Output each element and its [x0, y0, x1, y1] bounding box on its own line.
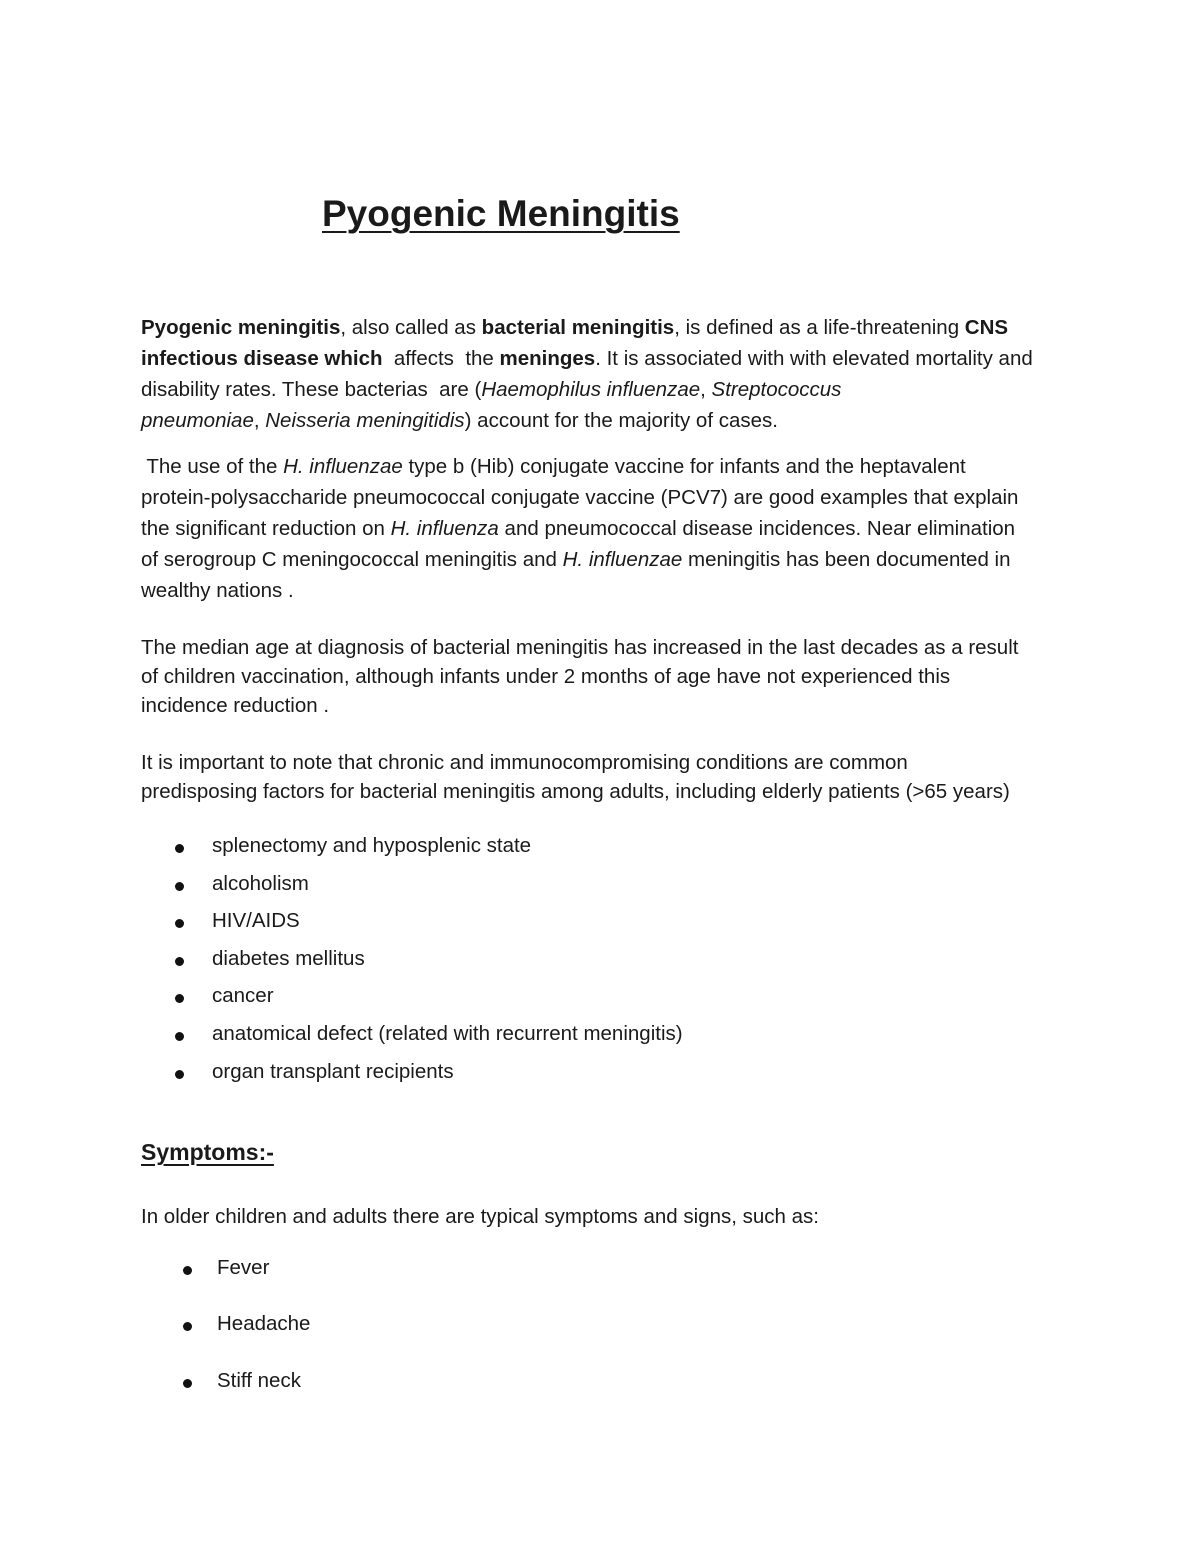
text-run: type b (Hib) conjugate vaccine for infants and the heptavalent: [402, 455, 966, 478]
list-item: [212, 909, 300, 933]
text-run: affects the: [382, 347, 500, 370]
list-item-text: diabetes mellitus: [212, 947, 365, 970]
italic-term: Haemophilus influenzae: [481, 378, 701, 401]
text-run: . It is associated with with elevated mortality and: [595, 347, 1033, 370]
list-item-text: Headache: [217, 1312, 311, 1335]
bullet-icon: [175, 1032, 184, 1041]
bold-term: bacterial meningitis: [481, 316, 675, 339]
list-item: [212, 872, 309, 896]
bullet-icon: [183, 1266, 192, 1275]
text-run: the significant reduction on: [141, 517, 391, 540]
list-item: [212, 947, 365, 971]
list-item: [212, 834, 531, 858]
text-run: , also called as: [340, 316, 482, 339]
text-run: ,: [253, 409, 266, 432]
bold-term: CNS: [964, 316, 1009, 339]
italic-term: Neisseria meningitidis: [265, 409, 465, 432]
text-line: It is important to note that chronic and immunocompromising conditions are common: [141, 751, 908, 774]
symptoms-heading: Symptoms:-: [141, 1139, 274, 1165]
list-item-text: splenectomy and hyposplenic state: [212, 834, 532, 857]
symptoms-intro: In older children and adults there are typical symptoms and signs, such as:: [141, 1205, 819, 1228]
bullet-icon: [175, 882, 184, 891]
bullet-icon: [175, 994, 184, 1003]
bold-term: Pyogenic meningitis: [141, 316, 341, 339]
vaccine-paragraph: [141, 451, 1081, 606]
list-item-text: alcoholism: [212, 872, 309, 895]
page-title: Pyogenic Meningitis: [322, 193, 680, 234]
text-line: [141, 343, 1081, 374]
text-run: and pneumococcal disease incidences. Near elimination: [498, 517, 1016, 540]
bullet-icon: [175, 844, 184, 853]
bullet-icon: [175, 919, 184, 928]
italic-term: Streptococcus: [711, 378, 842, 401]
text-run: The use of the: [141, 455, 284, 478]
text-line: [141, 374, 1081, 405]
text-line: wealthy nations .: [141, 579, 294, 602]
text-line: predisposing factors for bacterial meningitis among adults, including elderly patients (>65 years): [141, 780, 1010, 803]
list-item-text: cancer: [212, 984, 274, 1007]
list-item: [217, 1256, 269, 1280]
text-line: [141, 405, 1081, 436]
list-item-text: Stiff neck: [217, 1369, 301, 1392]
list-item-text: HIV/AIDS: [212, 909, 300, 932]
bold-term: infectious disease which: [141, 347, 383, 370]
risk-intro-paragraph: [141, 748, 1081, 806]
text-line: [141, 312, 1081, 343]
text-run: ) account for the majority of cases.: [464, 409, 778, 432]
text-line: incidence reduction .: [141, 694, 330, 717]
italic-term: H. influenzae: [283, 455, 403, 478]
text-line: The median age at diagnosis of bacterial meningitis has increased in the last decades as a result: [141, 636, 1019, 659]
list-item: [217, 1312, 310, 1336]
text-line: [141, 513, 1081, 544]
italic-term: pneumoniae: [141, 409, 254, 432]
text-run: disability rates. These bacterias are (: [141, 378, 482, 401]
intro-paragraph: [141, 312, 1081, 436]
bullet-icon: [183, 1379, 192, 1388]
bullet-icon: [183, 1322, 192, 1331]
list-item-text: organ transplant recipients: [212, 1060, 454, 1083]
bullet-icon: [175, 1070, 184, 1079]
text-line: [141, 544, 1081, 575]
italic-term: H. influenzae: [562, 548, 683, 571]
bold-term: meninges: [499, 347, 596, 370]
text-line: protein-polysaccharide pneumococcal conjugate vaccine (PCV7) are good examples that explain: [141, 486, 1019, 509]
text-run: , is defined as a life-threatening: [674, 316, 965, 339]
list-item: [212, 984, 274, 1008]
list-item-text: Fever: [217, 1256, 270, 1279]
text-run: of serogroup C meningococcal meningitis and: [141, 548, 563, 571]
list-item: [217, 1369, 301, 1393]
list-item-text: anatomical defect (related with recurrent meningitis): [212, 1022, 683, 1045]
bullet-icon: [175, 957, 184, 966]
median-age-paragraph: [141, 633, 1081, 720]
list-item: [212, 1060, 454, 1084]
text-run: meningitis has been documented in: [682, 548, 1011, 571]
text-line: of children vaccination, although infants under 2 months of age have not experienced this: [141, 665, 951, 688]
text-line: [141, 451, 1081, 482]
text-run: ,: [700, 378, 712, 401]
italic-term: H. influenza: [390, 517, 499, 540]
list-item: [212, 1022, 683, 1046]
